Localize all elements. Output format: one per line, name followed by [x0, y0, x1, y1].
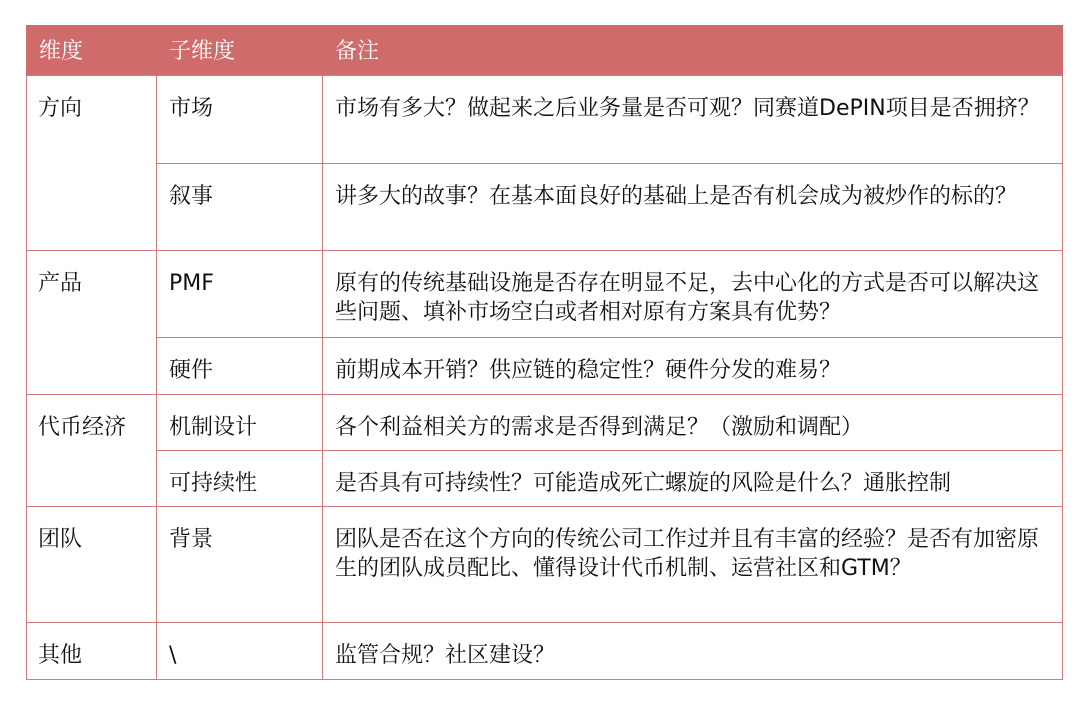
- note-cell: 是否具有可持续性？可能造成死亡螺旋的风险是什么？通胀控制: [323, 450, 1063, 506]
- evaluation-table: [26, 25, 1063, 680]
- header-note: 备注: [323, 25, 1063, 75]
- table-row: [27, 394, 1063, 450]
- table-row: [27, 250, 1063, 337]
- subdimension-cell: 硬件: [157, 337, 323, 394]
- note-cell: 原有的传统基础设施是否存在明显不足，去中心化的方式是否可以解决这些问题、填补市场空白或者相对原有方案具有优势？: [323, 250, 1063, 337]
- table-row: [27, 337, 1063, 394]
- dimension-cell: 团队: [27, 506, 157, 622]
- subdimension-cell: 背景: [157, 506, 323, 622]
- table-header: [27, 25, 1063, 75]
- note-cell: 各个利益相关方的需求是否得到满足？（激励和调配）: [323, 394, 1063, 450]
- subdimension-cell: PMF: [157, 250, 323, 337]
- header-row: [27, 25, 1063, 75]
- table-row: [27, 163, 1063, 250]
- subdimension-cell: 市场: [157, 75, 323, 163]
- table-row: [27, 622, 1063, 679]
- note-cell: 团队是否在这个方向的传统公司工作过并且有丰富的经验？是否有加密原生的团队成员配比、懂得设计代币机制、运营社区和GTM？: [323, 506, 1063, 622]
- note-cell: 监管合规？社区建设？: [323, 622, 1063, 679]
- dimension-cell: 产品: [27, 250, 157, 394]
- header-subdimension: 子维度: [157, 25, 323, 75]
- subdimension-cell: 机制设计: [157, 394, 323, 450]
- dimension-cell: 其他: [27, 622, 157, 679]
- note-cell: 市场有多大？做起来之后业务量是否可观？同赛道DePIN项目是否拥挤？: [323, 75, 1063, 163]
- evaluation-table-container: [26, 25, 1062, 680]
- subdimension-cell: 叙事: [157, 163, 323, 250]
- note-cell: 前期成本开销？供应链的稳定性？硬件分发的难易？: [323, 337, 1063, 394]
- table-body: [27, 75, 1063, 679]
- table-row: [27, 506, 1063, 622]
- table-row: [27, 75, 1063, 163]
- subdimension-cell: \: [157, 622, 323, 679]
- dimension-cell: 方向: [27, 75, 157, 250]
- header-dimension: 维度: [27, 25, 157, 75]
- dimension-cell: 代币经济: [27, 394, 157, 506]
- table-row: [27, 450, 1063, 506]
- subdimension-cell: 可持续性: [157, 450, 323, 506]
- note-cell: 讲多大的故事？在基本面良好的基础上是否有机会成为被炒作的标的？: [323, 163, 1063, 250]
